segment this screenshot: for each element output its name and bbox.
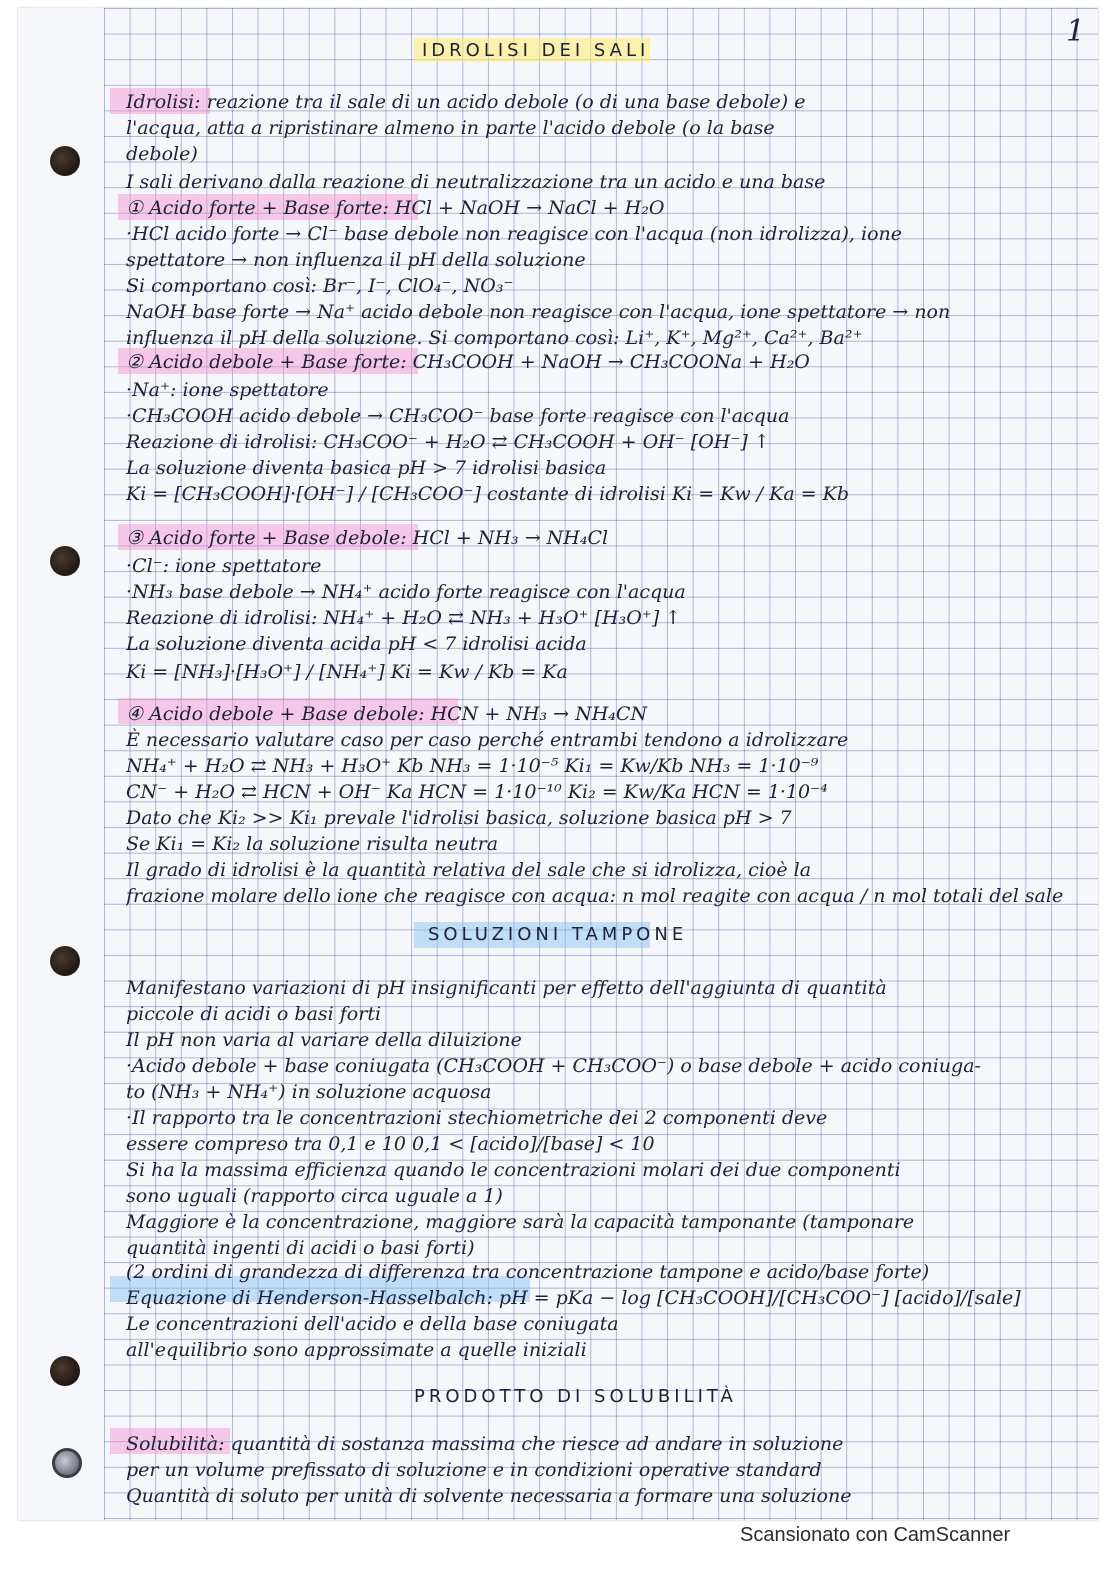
- henderson-equation: Equazione di Henderson-Hasselbalch: pH = pKa − log [CH₃COOH]/[CH₃COO⁻] [acido]/[sale]: [126, 1287, 1021, 1309]
- text-line: ·Acido debole + base coniugata (CH₃COOH + CH₃COO⁻) o base debole + acido coniuga-: [126, 1055, 981, 1077]
- text-line: all'equilibrio sono approssimate a quelle iniziali: [126, 1339, 587, 1361]
- binder-hole: [50, 146, 80, 176]
- text-line: NaOH base forte → Na⁺ acido debole non reagisce con l'acqua, ione spettatore → non: [126, 301, 951, 323]
- text-line: Manifestano variazioni di pH insignificanti per effetto dell'aggiunta di quantità: [126, 977, 887, 999]
- section-title-tampone: SOLUZIONI TAMPONE: [428, 924, 688, 945]
- notebook-page: [18, 8, 1098, 1520]
- text-line: ·CH₃COOH acido debole → CH₃COO⁻ base forte reagisce con l'acqua: [126, 405, 790, 427]
- text-line: Maggiore è la concentrazione, maggiore sarà la capacità tamponante (tamponare: [126, 1211, 915, 1233]
- section-title-idrolisi: IDROLISI DEI SALI: [422, 40, 650, 61]
- text-line: ·Il rapporto tra le concentrazioni stechiometriche dei 2 componenti deve: [126, 1107, 828, 1129]
- text-line: Se Ki₁ = Ki₂ la soluzione risulta neutra: [126, 833, 499, 855]
- text-line: Reazione di idrolisi: NH₄⁺ + H₂O ⇄ NH₃ + H₃O⁺ [H₃O⁺] ↑: [126, 607, 682, 629]
- text-line: influenza il pH della soluzione. Si comportano così: Li⁺, K⁺, Mg²⁺, Ca²⁺, Ba²⁺: [126, 327, 863, 349]
- text-line: sono uguali (rapporto circa uguale a 1): [126, 1185, 503, 1207]
- binder-hole: [50, 946, 80, 976]
- text-line: Solubilità: quantità di sostanza massima che riesce ad andare in soluzione: [126, 1433, 844, 1455]
- text-line: ·Na⁺: ione spettatore: [126, 379, 329, 401]
- text-line: Il grado di idrolisi è la quantità relativa del sale che si idrolizza, cioè la: [126, 859, 812, 881]
- text-line: Ki = [CH₃COOH]·[OH⁻] / [CH₃COO⁻] costante di idrolisi Ki = Kw / Ka = Kb: [126, 483, 850, 505]
- scanner-watermark: Scansionato con CamScanner: [740, 1524, 1011, 1546]
- page-margin: [18, 8, 104, 1520]
- section-title-solubilita: PRODOTTO DI SOLUBILITÀ: [414, 1386, 737, 1407]
- text-line: Quantità di soluto per unità di solvente necessaria a formare una soluzione: [126, 1485, 852, 1507]
- text-line: per un volume prefissato di soluzione e in condizioni operative standard: [126, 1459, 822, 1481]
- text-line: È necessario valutare caso per caso perché entrambi tendono a idrolizzare: [126, 729, 849, 751]
- text-line: essere compreso tra 0,1 e 10 0,1 < [acido]/[base] < 10: [126, 1133, 655, 1155]
- text-line: debole): [126, 143, 198, 165]
- text-line: frazione molare dello ione che reagisce con acqua: n mol reagite con acqua / n mol totali del sale: [126, 885, 1064, 907]
- text-line: Reazione di idrolisi: CH₃COO⁻ + H₂O ⇄ CH₃COOH + OH⁻ [OH⁻] ↑: [126, 431, 770, 453]
- text-line: piccole di acidi o basi forti: [126, 1003, 382, 1025]
- text-line: quantità ingenti di acidi o basi forti): [126, 1237, 475, 1259]
- binder-hole: [50, 1356, 80, 1386]
- text-line: ·Cl⁻: ione spettatore: [126, 555, 322, 577]
- binder-hole: [50, 546, 80, 576]
- text-line: La soluzione diventa acida pH < 7 idrolisi acida: [126, 633, 587, 655]
- text-line: Ki = [NH₃]·[H₃O⁺] / [NH₄⁺] Ki = Kw / Kb = Ka: [126, 661, 568, 683]
- text-line: I sali derivano dalla reazione di neutralizzazione tra un acido e una base: [126, 171, 826, 193]
- text-line: CN⁻ + H₂O ⇄ HCN + OH⁻ Ka HCN = 1·10⁻¹⁰ Ki₂ = Kw/Ka HCN = 1·10⁻⁴: [126, 781, 828, 803]
- text-line: Idrolisi: reazione tra il sale di un acido debole (o di una base debole) e: [126, 91, 806, 113]
- text-line: Le concentrazioni dell'acido e della base coniugata: [126, 1313, 619, 1335]
- text-line: (2 ordini di grandezza di differenza tra concentrazione tampone e acido/base forte): [126, 1261, 930, 1283]
- text-line: NH₄⁺ + H₂O ⇄ NH₃ + H₃O⁺ Kb NH₃ = 1·10⁻⁵ Ki₁ = Kw/Kb NH₃ = 1·10⁻⁹: [126, 755, 819, 777]
- text-line: ① Acido forte + Base forte: HCl + NaOH → NaCl + H₂O: [126, 197, 665, 219]
- page-number: 1: [1066, 14, 1086, 49]
- text-line: Dato che Ki₂ >> Ki₁ prevale l'idrolisi basica, soluzione basica pH > 7: [126, 807, 792, 829]
- text-line: ③ Acido forte + Base debole: HCl + NH₃ → NH₄Cl: [126, 527, 609, 549]
- text-line: Si comportano così: Br⁻, I⁻, ClO₄⁻, NO₃⁻: [126, 275, 514, 297]
- text-line: ·NH₃ base debole → NH₄⁺ acido forte reagisce con l'acqua: [126, 581, 686, 603]
- text-line: spettatore → non influenza il pH della soluzione: [126, 249, 586, 271]
- text-line: to (NH₃ + NH₄⁺) in soluzione acquosa: [126, 1081, 492, 1103]
- text-line: ④ Acido debole + Base debole: HCN + NH₃ → NH₄CN: [126, 703, 648, 725]
- text-line: La soluzione diventa basica pH > 7 idrolisi basica: [126, 457, 607, 479]
- binder-hole: [52, 1448, 82, 1478]
- text-line: l'acqua, atta a ripristinare almeno in parte l'acido debole (o la base: [126, 117, 775, 139]
- text-line: Si ha la massima efficienza quando le concentrazioni molari dei due componenti: [126, 1159, 901, 1181]
- text-line: ② Acido debole + Base forte: CH₃COOH + NaOH → CH₃COONa + H₂O: [126, 351, 810, 373]
- text-line: ·HCl acido forte → Cl⁻ base debole non reagisce con l'acqua (non idrolizza), ione: [126, 223, 902, 245]
- text-line: Il pH non varia al variare della diluizione: [126, 1029, 522, 1051]
